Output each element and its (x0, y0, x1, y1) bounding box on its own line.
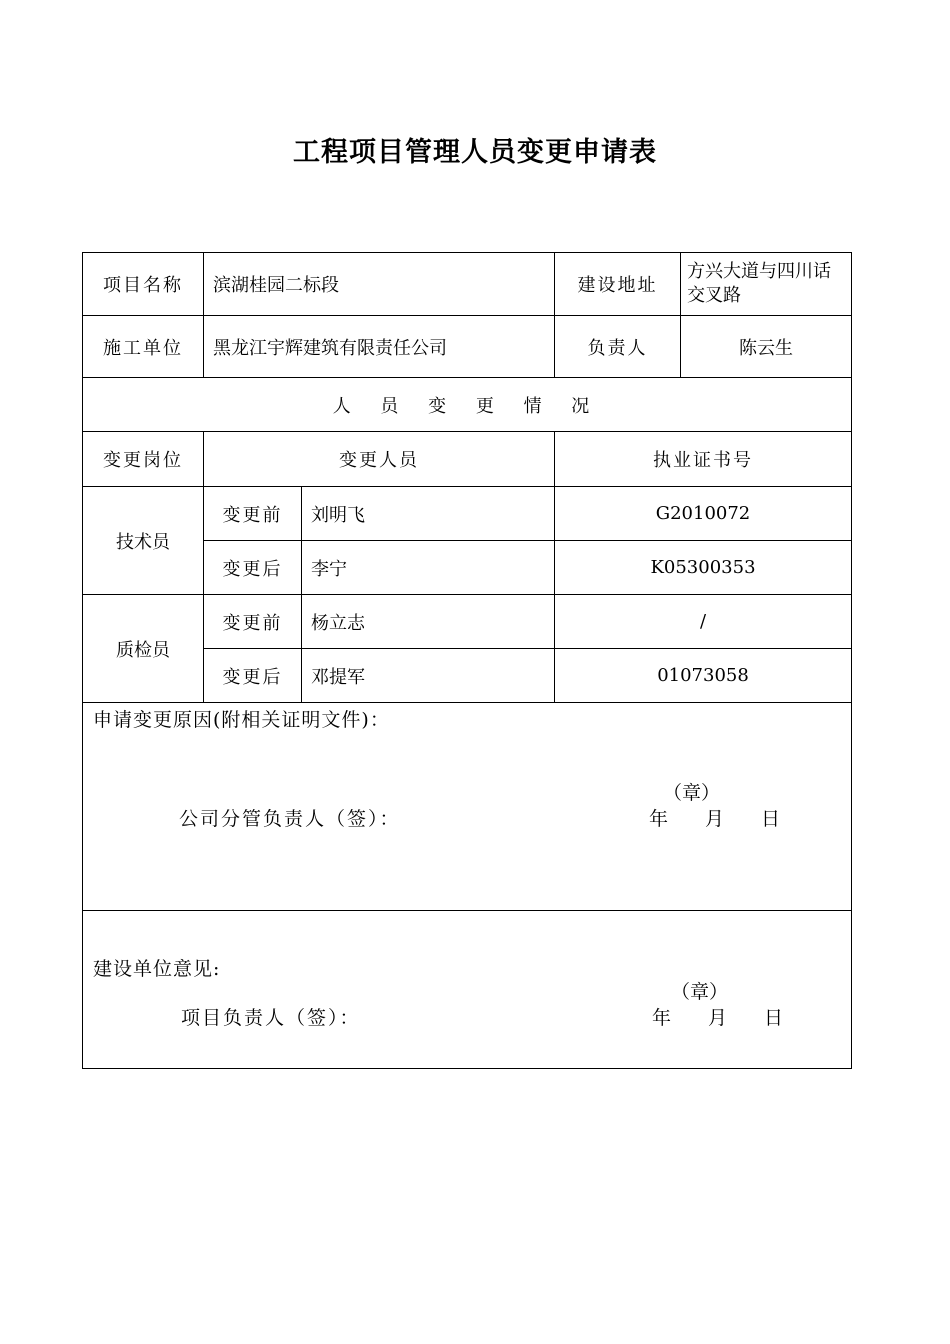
project-name-label: 项目名称 (83, 253, 204, 316)
company-signer-label: 公司分管负责人（签）： (179, 808, 401, 830)
opinion-month: 月 (708, 1007, 728, 1029)
person-name: 邓提军 (302, 649, 555, 703)
opinion-box (83, 911, 851, 1067)
reason-day: 日 (761, 808, 781, 830)
reason-seal: （章） (663, 782, 721, 804)
column-header-row (83, 432, 852, 487)
contractor-value: 黑龙江宇辉建筑有限责任公司 (204, 316, 555, 378)
reason-year: 年 (649, 808, 669, 830)
column-position: 变更岗位 (83, 432, 204, 487)
opinion-seal: （章） (671, 981, 729, 1003)
position-cell: 技术员 (83, 487, 204, 595)
person-name: 刘明飞 (302, 487, 555, 541)
person-name: 李宁 (302, 541, 555, 595)
contractor-row (83, 316, 852, 378)
project-name-row (83, 253, 852, 316)
column-cert: 执业证书号 (555, 432, 852, 487)
project-signer-label: 项目负责人（签）： (181, 1007, 361, 1029)
reason-label: 申请变更原因(附相关证明文件)： (93, 709, 390, 731)
cert-number: K05300353 (555, 541, 852, 595)
person-name: 杨立志 (302, 595, 555, 649)
contractor-label: 施工单位 (83, 316, 204, 378)
table-row (83, 487, 852, 541)
column-person: 变更人员 (204, 432, 555, 487)
opinion-label: 建设单位意见: (93, 958, 221, 980)
reason-month: 月 (705, 808, 725, 830)
opinion-day: 日 (764, 1007, 784, 1029)
opinion-year: 年 (652, 1007, 672, 1029)
address-label: 建设地址 (555, 253, 681, 316)
address-value: 方兴大道与四川话交叉路 (681, 253, 852, 316)
change-after-label: 变更后 (204, 649, 302, 703)
manager-label: 负责人 (555, 316, 681, 378)
opinion-row (83, 911, 852, 1069)
position-cell: 质检员 (83, 595, 204, 703)
table-row (83, 595, 852, 649)
cert-number: / (555, 595, 852, 649)
change-form-table (82, 252, 852, 1069)
section-row (83, 378, 852, 432)
manager-value: 陈云生 (681, 316, 852, 378)
reason-box (83, 703, 851, 909)
reason-row (83, 703, 852, 911)
change-before-label: 变更前 (204, 487, 302, 541)
cert-number: G2010072 (555, 487, 852, 541)
project-name-value: 滨湖桂园二标段 (204, 253, 555, 316)
page-title: 工程项目管理人员变更申请表 (293, 137, 657, 168)
change-before-label: 变更前 (204, 595, 302, 649)
change-after-label: 变更后 (204, 541, 302, 595)
section-title: 人 员 变 更 情 况 (83, 378, 852, 432)
cert-number: 01073058 (555, 649, 852, 703)
